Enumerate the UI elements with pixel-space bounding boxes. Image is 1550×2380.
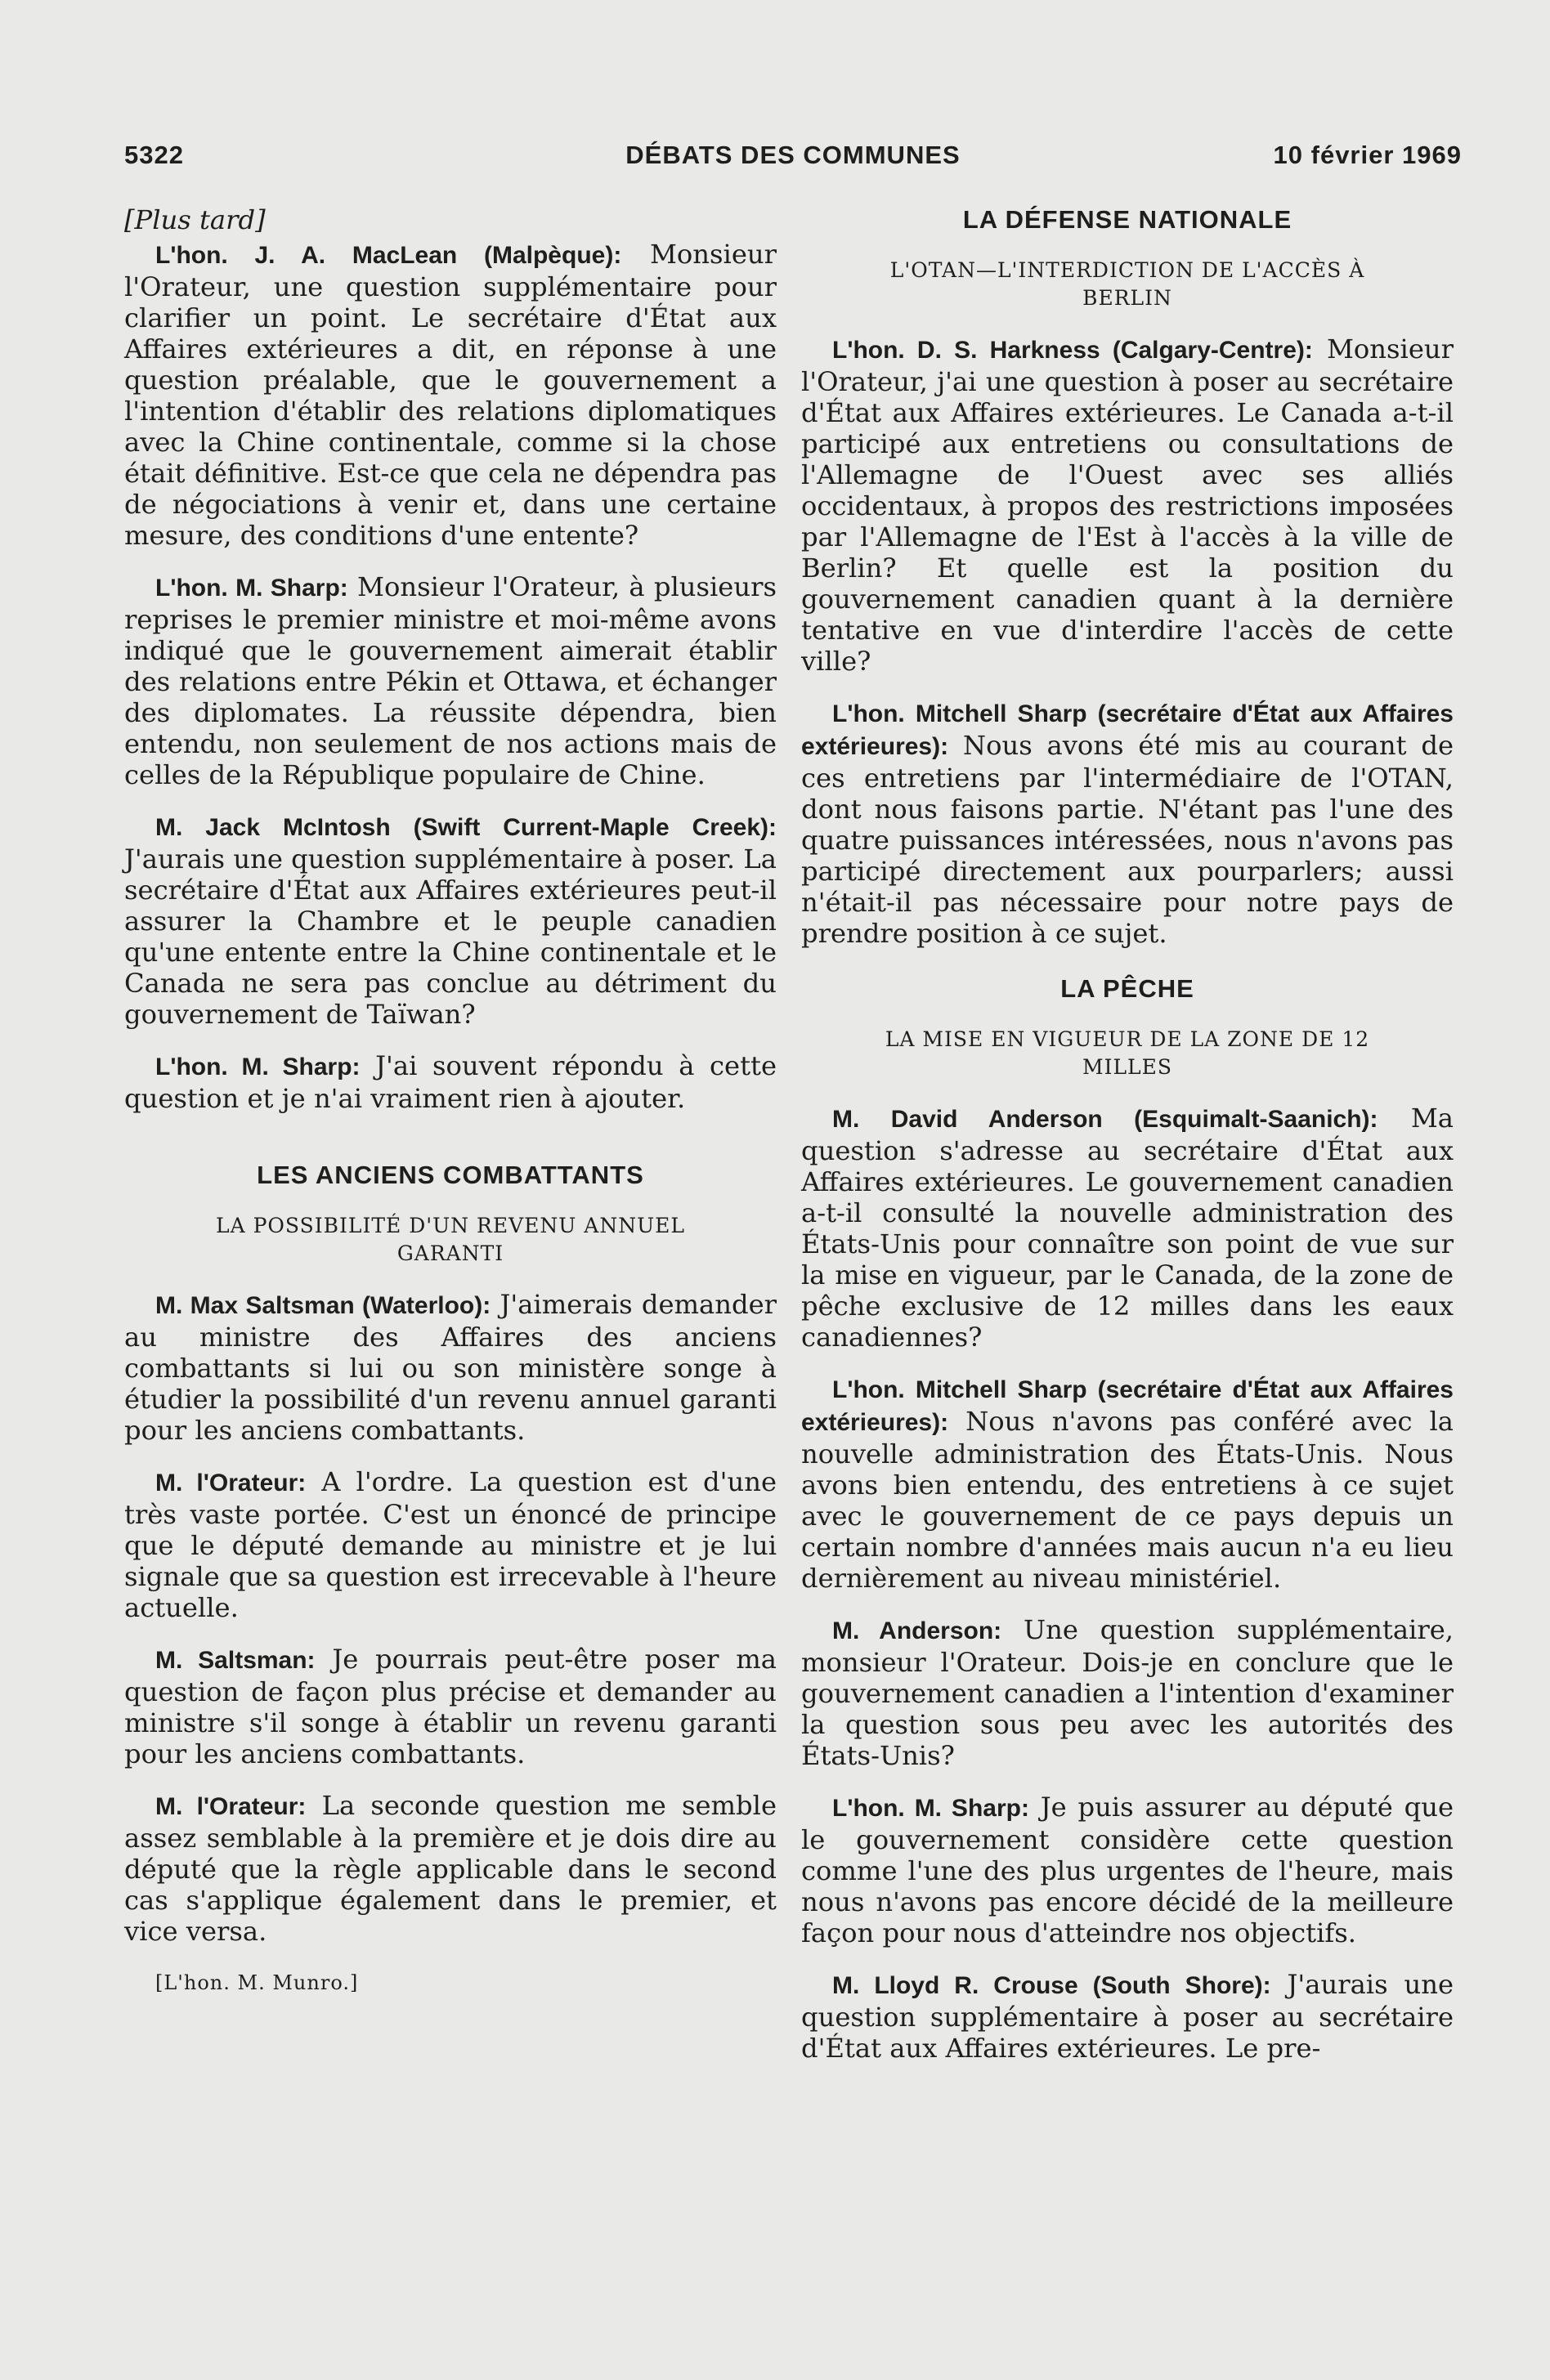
paragraph [801,333,1454,677]
page-header [124,137,1462,180]
paragraph [801,1103,1454,1353]
speaker: M. Saltsman: [155,1647,316,1674]
speech: A l'ordre. La question est d'une très vaste portée. C'est un énoncé de principe que le député demande au ministre et je lui signale que sa question est irrecevable à l'heure actuelle. [124,1466,777,1623]
speech: Ma question s'adresse au secrétaire d'État aux Affaires extérieures. Le gouvernement canadien a-t-il consulté la nouvelle administration des États-Unis pour connaître son point de vue sur la mise en vigueur, par le Canada, de la zone de pêche exclusive de 12 milles dans les eaux canadiennes? [801,1103,1454,1353]
speech: Une question supplémentaire, monsieur l'Orateur. Dois-je en conclure que le gouvernement canadien a l'intention d'examiner la question sous peu avec les autorités des États-Unis? [801,1614,1454,1771]
speech: J'aurais une question supplémentaire à poser. La secrétaire d'État aux Affaires extérieures peut-il assurer la Chambre et le peuple canadien qu'une entente entre la Chine continentale et le Canada ne sera pas conclue au détriment du gouvernement de Taïwan? [124,843,777,1030]
speaker: L'hon. Mitchell Sharp (secrétaire d'État aux Affaires extérieures): [801,1376,1454,1436]
paragraph [124,1466,777,1623]
speech: Monsieur l'Orateur, à plusieurs reprises le premier ministre et moi-même avons indiqué que le gouvernement aimerait établir des relations entre Pékin et Ottawa, et échanger des diplomates. La réussite dépendra, bien entendu, non seulement de nos actions mais de celles de la République populaire de Chine. [124,571,777,790]
speaker: M. l'Orateur: [155,1470,307,1496]
speaker: M. l'Orateur: [155,1793,307,1820]
speaker: L'hon. M. Sharp: [155,1054,361,1080]
paragraph [801,697,1454,949]
speaker: M. David Anderson (Esquimalt-Saanich): [832,1106,1378,1133]
section-subheading: LA MISE EN VIGUEUR DE LA ZONE DE 12 MILLES [885,1027,1370,1079]
speaker: L'hon. M. Sharp: [155,575,348,602]
speaker: M. Lloyd R. Crouse (South Shore): [832,1972,1271,1999]
speaker: M. Anderson: [832,1617,1002,1644]
paragraph [801,1792,1454,1948]
speech: Monsieur l'Orateur, j'ai une question à poser au secrétaire d'État aux Affaires extérieures. Le Canada a-t-il participé aux entretiens ou consultations de l'Allemagne de l'Ouest avec ses alliés occidentaux, à propos des restrictions imposées par l'Allemagne de l'Est à l'accès à la ville de Berlin? Et quelle est la position du gouvernement canadien quant à la dernière tentative en vue d'interdire l'accès de cette ville? [801,333,1454,677]
running-title: DÉBATS DES COMMUNES [625,141,961,169]
speaker: M. Jack McIntosh (Swift Current-Maple Creek): [155,814,777,841]
section-heading: LA DÉFENSE NATIONALE [962,205,1292,234]
paragraph [801,1373,1454,1594]
paragraph [124,811,777,1030]
section-subheading: L'OTAN—L'INTERDICTION DE L'ACCÈS À BERLIN [889,258,1365,310]
speech: Je puis assurer au député que le gouvernement considère cette question comme l'une des plus urgentes de l'heure, mais nous n'avons pas encore décidé de la meilleure façon pour nous d'atteindre nos objectifs. [801,1792,1454,1948]
paragraph [801,1614,1454,1771]
speech: Nous avons été mis au courant de ces entretiens par l'intermédiaire de l'OTAN, dont nous faisons partie. N'étant pas l'une des quatre puissances intéressées, nous n'avons pas participé directement aux pourparlers; aussi n'était-il pas nécessaire pour notre pays de prendre position à ce sujet. [801,730,1454,949]
paragraph [124,239,777,551]
speech: Nous n'avons pas conféré avec la nouvelle administration des États-Unis. Nous avons bien entendu, des entretiens à ce sujet avec le gouvernement de ce pays depuis un certain nombre d'années mais aucun n'a eu lieu dernièrement au niveau ministériel. [801,1406,1454,1594]
speech: J'aurais une question supplémentaire à poser au secrétaire d'État aux Affaires extérieures. Le pre- [801,1969,1454,2064]
paragraph [124,1289,777,1446]
speaker: L'hon. Mitchell Sharp (secrétaire d'État aux Affaires extérieures): [801,700,1454,760]
section-subheading: LA POSSIBILITÉ D'UN REVENU ANNUEL GARANTI [215,1214,685,1265]
section-heading: LA PÊCHE [1060,974,1194,1003]
paragraph [124,1644,777,1769]
paragraph [801,1969,1454,2064]
page-number: 5322 [124,141,184,169]
speaker: L'hon. M. Sharp: [832,1795,1029,1822]
left-column [124,204,777,2019]
paragraph [124,1050,777,1114]
speaker: L'hon. D. S. Harkness (Calgary-Centre): [832,337,1313,364]
footnote: [L'hon. M. Munro.] [155,1971,359,1994]
paragraph [124,1790,777,1947]
speaker: M. Max Saltsman (Waterloo): [155,1292,491,1319]
speech: Monsieur l'Orateur, une question supplémentaire pour clarifier un point. Le secrétaire d'État aux Affaires extérieures a dit, en réponse à une question préalable, que le gouvernement a l'intention d'établir des relations diplomatiques avec la Chine continentale, comme si la chose était définitive. Est-ce que cela ne dépendra pas de négociations à venir et, dans une certaine mesure, des conditions d'une entente? [124,239,777,551]
paragraph [124,571,777,790]
speech: Je pourrais peut-être poser ma question de façon plus précise et demander au ministre s'il songe à établir un revenu garanti pour les anciens combattants. [124,1644,777,1769]
later-note: [Plus tard] [124,204,266,235]
speech: J'aimerais demander au ministre des Affaires des anciens combattants si lui ou son ministère songe à étudier la possibilité d'un revenu annuel garanti pour les anciens combattants. [124,1289,777,1446]
page-date: 10 février 1969 [1273,141,1462,169]
section-heading: LES ANCIENS COMBATTANTS [257,1161,644,1189]
right-column [801,204,1454,2084]
speaker: L'hon. J. A. MacLean (Malpèque): [155,242,622,269]
speech: J'ai souvent répondu à cette question et je n'ai vraiment rien à ajouter. [124,1050,777,1114]
speech: La seconde question me semble assez semblable à la première et je dois dire au député que la règle applicable dans le second cas s'applique également dans le premier, et vice versa. [124,1790,777,1947]
